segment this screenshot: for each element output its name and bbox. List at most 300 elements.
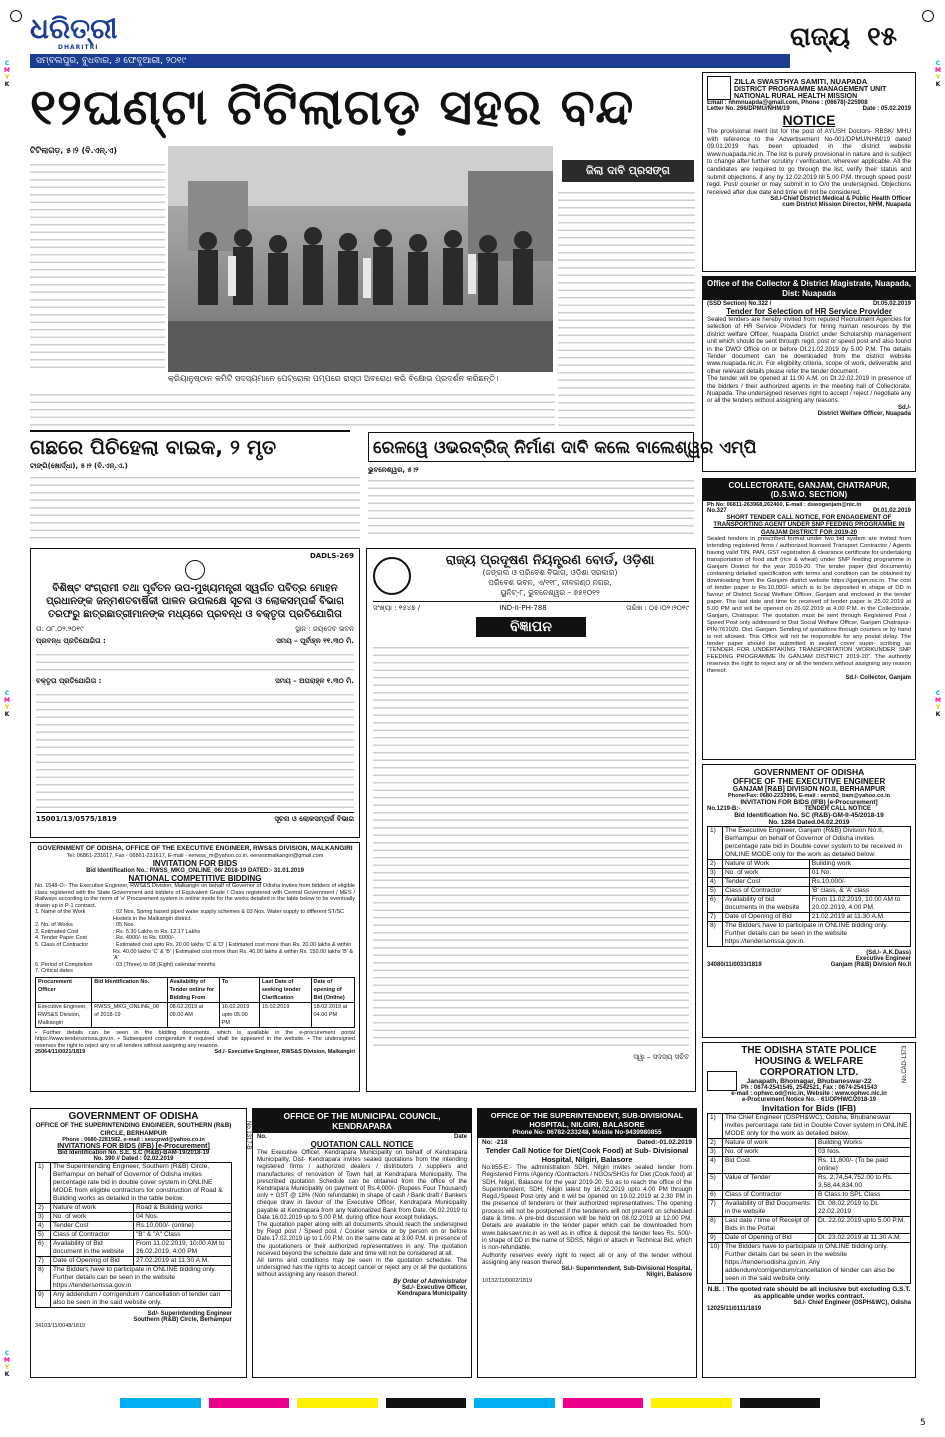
lead-photo — [168, 146, 553, 372]
ad-housing-row-label: Availability of Bid Documents in the website — [723, 1200, 816, 1217]
ad-housing-row-value: B Class to SPL Class — [816, 1191, 911, 1200]
ad-se-row — [36, 1266, 232, 1291]
ad-competition-footer-code: 15001/13/0575/1819 — [36, 815, 117, 823]
ad-housing-row-num: 6) — [708, 1191, 723, 1200]
ad-rwss-invitation: INVITATION FOR BIDS — [152, 859, 238, 868]
ad-rwss-crit-header: Procurement Officer — [36, 977, 92, 1002]
ad-se-row-num: 7) — [36, 1257, 51, 1266]
ad-housing-row-num: 1) — [708, 1114, 723, 1139]
ad-hospital-ref — [482, 1139, 692, 1146]
ad-se-sign2: Southern (R&B) Circle, Berhampur — [133, 1317, 232, 1323]
ad-nhm — [702, 72, 916, 272]
ad-se-row-value: "B" & "A" Class — [133, 1231, 231, 1240]
ad-ee-row-label: Tender Cost — [723, 878, 810, 887]
ad-rwss-crit-header: Bid Identification No. — [92, 977, 167, 1002]
story3-dateline: ଭୁବନେଶ୍ୱର, ୫।୨ — [368, 466, 419, 474]
ad-rwss-critical-table — [35, 977, 355, 1028]
ad-se-row-num: 2) — [36, 1204, 51, 1213]
ad-housing-row — [708, 1200, 911, 1217]
pcb-logo-icon — [373, 557, 411, 595]
section-label — [790, 20, 915, 54]
ad-rwss-crit-cell: RWSS_MKG_ONLINE_06 of 2018-19 — [92, 1002, 167, 1027]
ad-se-row-label: No. of work — [51, 1213, 134, 1222]
ad-se-row-num: 3) — [36, 1213, 51, 1222]
ad-hospital-sign2: Nilgiri, Balasore — [646, 1272, 692, 1279]
ad-se-row — [36, 1231, 232, 1240]
ad-pcb-header — [373, 553, 689, 598]
color-bar — [120, 1398, 820, 1408]
ad-ganjam-collector-date: Dt.01.02.2019 — [872, 508, 911, 514]
ad-ee-row-label: Date of Opening of Bid — [723, 913, 810, 922]
lead-tag-text: ଜିଲା ଦାବି ପ୍ରସଙ୍ଗ — [586, 164, 670, 177]
ad-housing-ifb: Invitation for Bids (IFB) — [762, 1103, 856, 1113]
ad-hospital-code: 10132/11/0002/1819 — [482, 1278, 533, 1285]
ad-housing-row-num: 5) — [708, 1174, 723, 1191]
ad-ee-table — [707, 826, 911, 947]
ad-nhm-body: The provisional merit list for the post of AYUSH Doctors- RBSK/ MHU with reference to the Advertisement No-001/DPMU/NHM/19 dated 09.01.2019 has been uploaded in the district website www.nuapada.nic.in. The list is purely provisional in nature and is subject to change after further scrutiny / verification, wherever applicable. All the candidates are required to go through the list, verify their status and submit objections, if any by 12.02.2019 till 5.00 P.M. through speed post/ regd. Post/ courier or may submit in to O/o the undersigned. Objections received after due date and time will not be considered. — [707, 128, 911, 196]
ad-housing — [702, 1042, 916, 1378]
ad-nhm-sign1: Sd./-Chief District Medical & Public Health Officer — [770, 196, 911, 203]
ad-rwss-row-label: 7. Critical dates — [35, 968, 73, 975]
lead-tag — [562, 160, 694, 182]
ad-rwss-crit-cell: Executive Engineer, RWS&S Division, Malkangiri — [36, 1002, 92, 1027]
ad-ee-row — [708, 827, 911, 860]
ad-se-row-num: 4) — [36, 1222, 51, 1231]
ad-housing-title2: HOUSING & WELFARE — [754, 1056, 864, 1067]
ad-se-row — [36, 1204, 232, 1213]
lead-body-col4 — [558, 186, 695, 426]
ad-municipal-body: The Executive Officer, Kendrapara Municipality on behalf of Kendrapara Municipality, Dist- Kendrapara invites sealed quotations from the intending registered firms / authorized dealers / distributors / suppliers and manufactures of renovation of Town hall at Kendrapara Municipality. The prescribed quotation Schedule can be obtained from the office of the Kendrapara Municipality on payment of Rs.4,000/- (Rupees Four Thousand) only + GST @ 18% (Non refundable) in shape of cash / Bank draft / Bankers cheque draw in favour of the Executive Officer, Kendrapara Municipality payable at Kendrapara from any Nationalized Bank from Date. 06.02.2019 to Date.16.02.2019 up to 5.00 P.M. during office hour except holidays. — [257, 1149, 467, 1221]
ophwc-logo-icon — [707, 1071, 737, 1091]
story2-body — [30, 471, 360, 539]
ad-housing-row-num: 7) — [708, 1200, 723, 1217]
ad-ee-row-num: 8) — [708, 922, 723, 947]
ad-rwss-crit-cell: 15.02.2019 — [259, 1002, 311, 1027]
ad-rwss-body: No. 1548-O:- The Executive Engineer, RWS&S Division, Malkangiri on behalf of Governor of Odisha invites from bidders of eligible class registered with the State Government and bidders of Equivalent Grade / Class registered with Central Government / MES / Railways according to the norm of 'e' Procurement system in online mode for the works detailed in the table below to be eventually drawn up in P-1 contract. — [35, 883, 355, 909]
ad-rwss-row-label: 4. Tender Paper Cost — [35, 935, 87, 942]
ad-rwss-row-label: 2. No. of Works — [35, 922, 73, 929]
cmyk-strip-left: C M Y K — [4, 60, 10, 88]
ad-pcb-sub1: (ଜଙ୍ଗଲ ଓ ପରିବେଶ ବିଭାଗ, ଓଡ଼ିଶା ସରକାର) — [482, 568, 618, 577]
ad-housing-row-label: Date of Opening of Bid — [723, 1234, 816, 1243]
ad-rwss-crit-header: To — [219, 977, 259, 1002]
ad-rwss-crit-cell: 16.02.2019 upto 05.00 PM — [219, 1002, 259, 1027]
ad-housing-row-label: Bid Cost — [723, 1157, 816, 1174]
ad-competition-footer — [36, 812, 354, 824]
cmyk-strip-left-bottom: C M Y K — [4, 1350, 10, 1378]
ad-ee-row-label: Class of Contractor — [723, 887, 810, 896]
ad-pcb — [366, 548, 696, 1092]
ad-se-row-num: 1) — [36, 1163, 51, 1204]
lead-headline: ୧୨ଘଣ୍ଟା ଟିଟିଲାଗଡ଼ ସହର ବନ୍ଦ — [30, 78, 635, 136]
ad-housing-notice: e-Procurement Notice No. - 61/OPHWC/2018-19 — [741, 1097, 877, 1103]
ad-housing-row — [708, 1157, 911, 1174]
cmyk-strip-left-mid: C M Y K — [4, 690, 10, 718]
ad-se-row-num: 6) — [36, 1240, 51, 1257]
ad-rwss-row-value: : Rs. 5.30 Lakhs to Rs. 12.17 Lakhs — [113, 928, 201, 935]
ad-ee-row — [708, 896, 911, 913]
ad-ee-sign3: Ganjam (R&B) Division No.II — [830, 962, 911, 968]
ad-rwss-row-value: : 02 Nos. Spring based piped water supply schemes & 03 Nos. Water supply to different ST/SC Hostels in the Malkangiri district. — [113, 909, 345, 922]
ad-competition-essay — [36, 637, 354, 646]
swatch-black-2 — [740, 1398, 821, 1408]
page-number: 5 — [920, 1418, 926, 1428]
ad-se-row-num: 5) — [36, 1231, 51, 1240]
ad-competition-code: DADLS-269 — [309, 552, 354, 560]
ad-competition-footer-dept: ସୂଚନା ଓ ଲୋକସମ୍ପର୍କ ବିଭାଗ — [274, 815, 354, 823]
ad-se-row — [36, 1163, 232, 1204]
ad-se-title1: GOVERNMENT OF ODISHA — [68, 1111, 199, 1122]
ad-municipal — [252, 1108, 472, 1378]
ad-pcb-body — [373, 641, 689, 1051]
ad-housing-row-num: 9) — [708, 1234, 723, 1243]
ad-se-code: 34103/11/0048/1819 — [35, 1323, 86, 1329]
ad-hospital-heading: Tender Call Notice for Diet(Cook Food) at Sub- Divisional Hospital, Nilgiri, Balasore — [485, 1146, 689, 1164]
ad-ee-row-value: From 11.02.2019, 10.00 AM to 20.02.2019, 4.00 PM. — [809, 896, 910, 913]
ad-municipal-no: No. — [257, 1134, 267, 1140]
ad-se-row — [36, 1240, 232, 1257]
ad-municipal-body2: The quotation paper along with all documents should reach the undersigned by Regd post / Speed post / Courier service or by person on or before Date.17.02.2019 up to 1.00 P.M. on the same date at 3.00 P.M. in presence of the quotationers or their authorized representatives in any. The quotation received beyond the schedule date and time will not be considered at all. — [257, 1221, 467, 1257]
ad-housing-row-value: Dt. 22.02.2019 upto 5.00 P.M. — [816, 1217, 911, 1234]
ad-ganjam-collector-subject: SHORT TENDER CALL NOTICE, FOR ENGAGEMENT OF TRANSPORTING AGENT UNDER SNP FEEDING PROGRAMME IN GANJAM DISTRICT FOR 2019-20 — [713, 514, 905, 536]
ad-rwss-ncb: NATIONAL COMPETITIVE BIDDING — [128, 874, 262, 883]
ad-rwss-row — [35, 962, 355, 969]
ad-rwss-row — [35, 909, 355, 922]
ad-ganjam-collector-no: No.327 — [707, 508, 727, 514]
ad-se-row-text: Any addendum / corrigendum / cancellation of tender can also be seen in the said website only. — [51, 1291, 232, 1308]
registration-mark-top-right — [922, 10, 934, 22]
ad-ee-bid2: No. 1284 Dated.04.02.2019 — [768, 819, 850, 826]
ad-housing-row-label: Value of Tender — [723, 1174, 816, 1191]
ad-collector-nuapada-sign1: Sd./- — [898, 404, 911, 411]
ad-ee-berhampur — [702, 764, 916, 1038]
ad-rwss — [30, 842, 360, 1092]
ad-rwss-row-value: : 05 Nos. — [113, 922, 136, 929]
ad-pcb-title: ରାଜ୍ୟ ପ୍ରଦୂଷଣ ନିୟନ୍ତ୍ରଣ ବୋର୍ଡ, ଓଡ଼ିଶା — [445, 553, 655, 568]
ad-ee-row-num: 3) — [708, 869, 723, 878]
ad-housing-row-num: 3) — [708, 1148, 723, 1157]
story3-headline: ରେଳୱେ ଓଭରବ୍ରିଜ୍ ନିର୍ମାଣ ଦାବି କଲେ ବାଲେଶ୍ୱର ଏମ୍‌ପି — [368, 432, 694, 462]
ad-rwss-crit-header: Date of opening of Bid (Online) — [311, 977, 354, 1002]
swatch-yellow — [297, 1398, 378, 1408]
ad-housing-row — [708, 1234, 911, 1243]
ad-ee-title2: OFFICE OF THE EXECUTIVE ENGINEER — [732, 777, 886, 786]
page-number-odia: ୧୫ — [867, 22, 897, 52]
ad-ee-row-text: The Bidders have to participate in ONLINE bidding only. Further details can be seen in the website https://tendersorissa.gov.in. — [723, 922, 911, 947]
ad-se-row-value: 04 Nos. — [133, 1213, 231, 1222]
ad-housing-table — [707, 1113, 911, 1284]
essay-time: ସମୟ – ପୂର୍ବାହ୍ନ ୧୧.୩୦ ମି. — [276, 637, 354, 645]
logo-odia: ଧରିତ୍ରୀ — [30, 12, 118, 45]
ad-se-row-label: Availability of Bid document in the website — [51, 1240, 134, 1257]
ad-nhm-letter-no: Letter No. 266/DPMU/NHM/19 — [707, 106, 790, 112]
ad-rwss-row-value: : Rs. 4000/- to Rs. 6000/- — [113, 935, 175, 942]
ad-nhm-header — [707, 76, 911, 100]
nhm-logo-icon — [707, 76, 731, 100]
ad-se-title2: OFFICE OF THE SUPERINTENDING ENGINEER, SOUTHERN (R&B) CIRCLE, BERHAMPUR — [35, 1122, 232, 1137]
masthead — [30, 14, 915, 66]
ad-rwss-code: 25064/11/0021/1819 — [35, 1049, 86, 1056]
swatch-cyan-2 — [474, 1398, 555, 1408]
ad-ee-row-num: 5) — [708, 887, 723, 896]
ad-hospital-body: No.855-E:- The administration SDH, Nilgiri invites sealed tender from Registered Firms /Agency /Contractors / NGOs/SHGs for Diet (Cook food) at SDH, Nilgiri, Balasore for the year 2019-20. So as to reach the office of the Superintendent, SDH, Nilgiri latest by 16.02.2019 upto 4.00 PM through Regd./Speed Post only and it will be opened on 19.02.2019 at 2.30 PM in the presence of tenderers or their authorized representatives. The opening process will not be postponed if the tenderers will not present on scheduled date & time. A pre-bid discussion will be held on 08.02.2019 at 12.00 PM. Details are available in the tender paper which can be downloaded from www.balesawr.nic.in as well as in office & deposit the tender fees Rs. 500/- in shape of DD in the name of SDSS, Nilgiri or attach in Technical Bid, which is non-refundable. — [482, 1164, 692, 1252]
ad-housing-row — [708, 1243, 911, 1284]
ad-se-row — [36, 1291, 232, 1308]
ad-se-row-value: Rs.10,000/- (online) — [133, 1222, 231, 1231]
ad-hospital-sign1: Sd./- Superintendent, Sub-Divisional Hospital, — [561, 1266, 692, 1273]
ad-housing-row — [708, 1114, 911, 1139]
ad-ee-sign1: (Sd./- A.K.Dass) — [866, 950, 911, 956]
swatch-magenta — [209, 1398, 290, 1408]
ad-ee-row-label: Nature of Work — [723, 860, 810, 869]
ad-ee-row-num: 7) — [708, 913, 723, 922]
ad-rwss-notes: • Further details can be seen in the bidding documents, which is available in the e-procurement portal https://www.tendersorissa.gov.in. • Subsequent corrigendum if required shall be appeared in the website. • The undersigned reserves the right to reject any or all tenders without assigning any reasons. — [35, 1029, 355, 1049]
ad-rwss-title: GOVERNMENT OF ODISHA, OFFICE OF THE EXECUTIVE ENGINEER, RWS&S DIVISION, MALKANGIRI — [37, 845, 353, 852]
ad-collector-nuapada-sign2: District Welfare Officer, Nuapada — [817, 410, 911, 417]
ad-pcb-sign: ସ୍ୱା – ସଦସ୍ୟ ସଚିବ — [633, 1053, 689, 1061]
swatch-yellow-2 — [651, 1398, 732, 1408]
swatch-cyan — [120, 1398, 201, 1408]
story2-dateline: ଟାଙ୍ଗି(ଖୋର୍ଦ୍ଧା), ୫।୨ (ବି.ଏନ୍.ଏ.) — [30, 462, 128, 470]
ad-housing-row — [708, 1148, 911, 1157]
ad-housing-row — [708, 1174, 911, 1191]
ad-rwss-crit-header: Availability of Tender online for Bidding From — [167, 977, 219, 1002]
ad-municipal-title: OFFICE OF THE MUNICIPAL COUNCIL, KENDRAPARA — [253, 1109, 471, 1133]
ad-se-row-text: The Superintending Engineer, Southern (R&B) Circle, Berhampur on behalf of Governor of Odisha invites percentage rate bid in double cover system in ONLINE MODE from eligible contractors for construction of Road & Building works as detailed in the table below. — [51, 1163, 232, 1204]
ad-ee-row — [708, 913, 911, 922]
ad-pcb-sub2: ପରିବେଶ ଭବନ, ଏ/୧୧୮, ନୀଳକଣ୍ଠ ନଗର, — [488, 578, 612, 587]
ad-se-title3: INVITATIONS FOR BIDS (IFB) [e-Procurement] — [57, 1143, 210, 1150]
ad-rwss-footer — [35, 1049, 355, 1055]
ad-ee-title1: GOVERNMENT OF ODISHA — [753, 767, 865, 777]
ad-hospital-body2: Authority reserves every right to reject all or any of the tender without assigning any reason thereof. — [482, 1251, 692, 1266]
ad-ee-row-label: Availability of bid documents in the website — [723, 896, 810, 913]
ad-ee-row-value: 21.02.2019 at 11.30 A.M. — [809, 913, 910, 922]
ad-ganjam-collector-header — [703, 479, 915, 501]
ad-housing-row-text: The Bidders have to participate in ONLINE bidding only. Further details can be seen in the website https://tendersodisha.gov.in. Any addendum/corrigendum/cancellation of tender can also be seen in the said website only. — [723, 1243, 911, 1284]
ad-ee-call: TENDER CALL NOTICE — [804, 806, 871, 812]
lead-body-bottom — [30, 388, 555, 426]
ad-collector-nuapada-subject: Tender for Selection of HR Service Provider — [726, 307, 892, 316]
ad-rwss-row-label: 5. Class of Contractor — [35, 941, 89, 948]
ad-collector-nuapada-title: Office of the Collector & District Magistrate, Nuapada, Dist: Nuapada — [703, 277, 915, 300]
ad-ee-title3: GANJAM [R&B] DIVISION NO.II, BERHAMPUR — [732, 786, 886, 793]
ad-housing-row-num: 10) — [708, 1243, 723, 1284]
odisha-emblem-icon — [185, 560, 205, 580]
lead-body-col1 — [30, 158, 165, 368]
ad-nhm-contact: Email : nhmnuapda@gmail.com, Phone : (06678)-225908 — [707, 100, 868, 106]
ad-ee-row — [708, 878, 911, 887]
ad-pcb-ref-date: ତାରିଖ : ୦୫।୦୨।୨୦୧୯ — [626, 604, 689, 612]
ad-se-vertical-no: No.1317-B — [245, 1121, 252, 1150]
ad-rwss-row-label: 3. Estimated Cost — [35, 928, 79, 935]
speech-lines — [36, 688, 354, 808]
ad-housing-sign: Sd./- Chief Engineer (OSPH&WC), Odisha — [793, 1300, 911, 1306]
ad-rwss-row-value: : Estimated cost upto Rs. 20.00 lakhs 'C' & 'D' | Estimated cost more than Rs. 20.00 lakhs & within Rs. 40.00 lakhs 'C' & 'B' | Estimated cost more than Rs. 40.00 lakhs & within Rs. 150.00 lakhs 'B' & 'A' — [113, 941, 354, 962]
cmyk-strip-right: C M Y K — [935, 60, 941, 88]
ad-ee-row-label: No. of work — [723, 869, 810, 878]
ad-rwss-row — [35, 929, 355, 936]
cmyk-strip-right-mid: C M Y K — [935, 690, 941, 718]
ad-rwss-sign: Sd./- Executive Engineer, RWS&S Division, Malkangiri — [214, 1049, 355, 1056]
ad-ee-row — [708, 887, 911, 896]
ad-collector-nuapada-date: Dt.05.02.2019 — [872, 301, 911, 307]
ad-ganjam-collector-contact: Ph No: 06811-263968,262460, E-mail : dswoganjam@nic.in — [707, 502, 862, 508]
speech-time: ସମୟ – ଅପରାହ୍ନ ୧.୩୦ ମି. — [275, 677, 354, 685]
ad-ee-row-num: 2) — [708, 860, 723, 869]
ad-rwss-crit-header: Last Date of seeking tender Clarification — [259, 977, 311, 1002]
ad-ee-row-value: Building work — [809, 860, 910, 869]
ad-rwss-row-label: 1. Name of the Work — [35, 909, 86, 915]
ad-pcb-sub3: ୟୁନିଟ୍-୮, ଭୁବନେଶ୍ୱର – ୭୫୧୦୧୨ — [500, 588, 600, 597]
ad-ganjam-collector-sign: Sd./- Collector, Ganjam — [845, 675, 911, 682]
logo-latin: DHARITRI — [58, 44, 99, 51]
ad-housing-code: 12025/11/0111/1819 — [707, 1306, 762, 1312]
ad-housing-row-value: Dt. 08.02.2019 to Dt. 22.02.2019 — [816, 1200, 911, 1217]
essay-lines — [36, 648, 354, 674]
ad-nhm-title2: DISTRICT PROGRAMME MANAGEMENT UNIT — [734, 85, 887, 93]
ad-rwss-row — [35, 942, 355, 962]
ad-collector-nuapada-body: Sealed tenders are hereby invited from reputed Recruitment Agencies for selection of HR Service Providers for hiring human resources by the district welfare Officer, Nuapada District under Scholarship management unit which should be sent through regd. post or speed post and also found in the DWO Office on or before Dt.21.02.2019 by 5.00 P.M. The details Tender document can be downloaded from the district website www.nuapada.nic.in. For eligibility criteria, scope of work, deliverable and other relevant details please refer the tender document. — [707, 316, 911, 375]
ad-ee-row — [708, 922, 911, 947]
ad-ganjam-collector-title2: (D.S.W.O. SECTION) — [770, 490, 848, 499]
ad-housing-addr: Janapath, Bhoinagar, Bhubaneswar-22 — [746, 1078, 872, 1085]
ad-collector-nuapada — [702, 276, 916, 472]
protest-photo — [168, 146, 553, 372]
ad-nhm-title3: NATIONAL RURAL HEALTH MISSION — [734, 92, 858, 100]
ad-se-row-value: Road & Building works — [133, 1204, 231, 1213]
ad-hospital-title: OFFICE OF THE SUPERINTENDENT, SUB-DIVISIONAL HOSPITAL, NILGIRI, BALASORE — [490, 1111, 684, 1129]
dateline: ସମ୍ବଲପୁର, ବୁଧବାର, ୬ ଫେବୃଆରୀ, ୨୦୧୯ — [36, 56, 186, 66]
ad-rwss-bid-id: Bid Identification No.: RWSS_MKG_ONLINE_06/ 2018-19 DATED:- 31.01.2019 — [86, 868, 304, 874]
ad-competition-speech — [36, 677, 354, 686]
ad-rwss-row — [35, 935, 355, 942]
dateline-bar — [30, 54, 790, 68]
ad-ee-row-num: 6) — [708, 896, 723, 913]
ad-housing-title3: CORPORATION LTD. — [759, 1067, 859, 1078]
ad-ganjam-collector-body: Sealed tenders in prescribed format under two bid system are invited from intending registered firms / authorized licensed Transport Contractor / Agents having valid TIN, PAN, GST registration & clearance certificate for undertaking transportation of food stuff (rice & wheat) under SNP feeding programme in Ganjam District for the year 2019-20. The tender paper (bid documents) containing detailed specification with terms and condition can be obtained by downloading from the Ganjam district website https://ganjam.nic.in. The cost of tender paper is Rs.10,000/- which is to be deposited in shape of DD in favour of District Social Welfare Officer, Ganjam and enclosed in the tender paper. The last date and time for received of tender paper is 25.02.2019 at 5.00 PM and will be opened on 26.02.2019 at 4.00 P.M. in the Collectorate, Ganjam, Chatrapur. The quotation must be sent through Registered Post / Speed Post only addressed to Dist Social Welfare Officer, Ganjam Chatrapur- PIN-761020. Dist. Ganjam. Sending of quotations through couriers or by hand is not allowed. This Office will not be responsible for any postal delay. The tender paper should be submitted in sealed cover super- scribing as "TENDER FOR UNDERTAKING TRANSPORTATION WORKUNDER SNP FEEDING PROGRAMME IN GANJAM DISTRICT 2019-20". The authority reserves the right to reject any or all the tenders without assigning any reason thereof. — [707, 536, 911, 675]
ad-ee-row — [708, 860, 911, 869]
ad-nhm-date: Date : 05.02.2019 — [862, 106, 911, 112]
ad-se-row — [36, 1213, 232, 1222]
ad-ee-title4: INVITATION FOR BIDS (IFB) [e-Procurement] — [740, 799, 878, 806]
ad-competition-venue: ସ୍ଥାନ : ଜୟଦେବ ଭବନ — [295, 625, 354, 633]
ad-housing-row-value: Building Works — [816, 1139, 911, 1148]
speech-label: ବକ୍ତୃତା ପ୍ରତିଯୋଗିତା : — [36, 677, 102, 685]
story3-body — [368, 474, 694, 539]
ad-se-row-value: 27.02.2019 at 11.30 A.M. — [133, 1257, 231, 1266]
ad-competition-date: ତା: ୦୮.୦୨.୨୦୧୯ — [36, 625, 84, 633]
ad-nhm-notice: NOTICE — [782, 112, 836, 128]
ad-housing-phone: Ph : 0674-2541545, 2542521, Fax : 0674-2541543 — [740, 1085, 878, 1091]
ad-municipal-heading: QUOTATION CALL NOTICE — [310, 1140, 414, 1149]
ad-rwss-rows — [35, 909, 355, 975]
ad-ee-code: 34080/11/0033/1819 — [707, 962, 762, 968]
ad-ee-row-num: 4) — [708, 878, 723, 887]
ad-housing-nb: N.B. : The quoted rate should be all inclusive but excluding G.S.T. as applicable under works contract. — [707, 1286, 911, 1300]
ad-hospital-no: No: -218 — [482, 1139, 508, 1146]
ad-rwss-row-value: : 03 (Three) to 08 (Eight) calendar months — [113, 961, 216, 968]
section-name: ରାଜ୍ୟ — [790, 22, 851, 52]
ad-ee-row-num: 1) — [708, 827, 723, 860]
ad-ee-row-value: Rs.10,000/- — [809, 878, 910, 887]
ad-ee-no: No.1219-B:- — [707, 806, 741, 812]
ad-se-row-label: Date of Opening of Bid — [51, 1257, 134, 1266]
lead-dateline: ଟିଟିଲାଗଡ଼, ୫।୨ (ବି.ଏନ୍.ଏ) — [30, 146, 118, 155]
ad-rwss-row — [35, 922, 355, 929]
ad-rwss-crit-cell: 08.02.2019 at 09.00 AM — [167, 1002, 219, 1027]
ad-competition — [30, 548, 360, 838]
ad-competition-title: ବିଶିଷ୍ଟ ସଂଗ୍ରାମୀ ତଥା ପୂର୍ବତନ ଉପ-ମୁଖ୍ୟମନ୍ତ୍ରୀ ସ୍ୱର୍ଗତ ପବିତ୍ର ମୋହନ ପ୍ରଧାନଙ୍କ ଜନ୍ମଶତବାର୍ଷିକୀ ପାଳନ ଉପଲକ୍ଷେ ସୂଚନା ଓ ଲୋକସମ୍ପର୍କ ବିଭାଗ ତରଫରୁ ଛାତ୍ରଛାତ୍ରୀମାନଙ୍କ ମଧ୍ୟରେ ପ୍ରବନ୍ଧ ଓ ବକ୍ତୃତା ପ୍ରତିଯୋଗିତା — [46, 583, 344, 620]
ad-housing-row-value: Dt. 23.02.2019 at 11.30 A.M. — [816, 1234, 911, 1243]
ad-se-row-label: Tender Cost — [51, 1222, 134, 1231]
ad-ee-row — [708, 869, 911, 878]
ad-housing-title1: THE ODISHA STATE POLICE — [741, 1045, 877, 1056]
ad-se-bid2: No. 390 // Dated : 02.02.2019 — [93, 1156, 174, 1162]
ad-ee-footer — [707, 962, 911, 968]
ad-rwss-contact: Tel: 06861-231617, Fax - 06861-231617, E-mail - eerwss_m@yahoo.co.in, eerwssmalkangiri@gmail.com — [66, 853, 324, 859]
ad-nhm-title1: ZILLA SWASTHYA SAMITI, NUAPADA — [734, 76, 868, 86]
ad-housing-row-num: 4) — [708, 1157, 723, 1174]
ad-se-row-label: Class of Contractor — [51, 1231, 134, 1240]
ad-rwss-row — [35, 968, 355, 975]
ad-housing-row — [708, 1139, 911, 1148]
ad-ee-row-text: The Executive Engineer, Ganjam (R&B) Division No.II, Berhampur on behalf of Governor of Odisha invites percentage rate bid in Double cover system to be received in ONLINE MODE only for the work as detailed below: — [723, 827, 911, 860]
ad-competition-datebar — [36, 625, 354, 634]
ad-housing-row-value: Rs. 11,800/- (To be paid online) — [816, 1157, 911, 1174]
ad-housing-row-value: Rs. 2,74,54,752.00 to Rs. 3,58,44,834.00 — [816, 1174, 911, 1191]
ad-hospital — [477, 1108, 697, 1378]
ad-ee-bid: Bid Identification No. SC (R&B)-GM-II-45/2018-19 — [734, 812, 884, 819]
story2-rule — [30, 430, 350, 432]
ad-se — [30, 1108, 252, 1378]
ad-se-row-num: 9) — [36, 1291, 51, 1308]
ad-se-sign1: Sd/- Superintending Engineer — [147, 1311, 232, 1317]
ad-housing-vertical-code: No.CAD-1373 — [901, 1045, 908, 1083]
ad-hospital-header — [478, 1109, 696, 1138]
lead-photo-caption: କ୍ରିୟାନୁଷ୍ଠାନ କମିଟି ସଦସ୍ୟମାନେ ପେଟ୍ରୋଲ ପମ୍ପରେ ରାସ୍ତା ଅବରୋଧ କରି ବିକ୍ଷୋଭ ପ୍ରଦର୍ଶନ କରିଛନ୍ତି। — [168, 374, 499, 383]
ad-pcb-ref — [373, 601, 689, 613]
ad-municipal-sign2: Kendrapara Municipality — [397, 1290, 467, 1297]
ad-ganjam-collector-title1: COLLECTORATE, GANJAM, CHATRAPUR, — [728, 481, 890, 490]
ad-pcb-ref-no: ସଂଖ୍ୟା : ୧୫୪୭ / — [373, 604, 421, 612]
story2-headline: ଗଛରେ ପିଚିହେଲା ବାଇକ, ୨ ମୃତ — [30, 435, 277, 459]
ad-se-table — [35, 1162, 232, 1308]
ad-municipal-date: Date — [453, 1134, 467, 1140]
ad-municipal-body3: All terms and conditions may be seen in the quotation schedule. The undersigned has the rights to accept cancel or reject any or all the quotations without assigning any reason thereof. — [257, 1257, 467, 1279]
ad-collector-nuapada-body2: The tender will be opened at 11.00 A.M. on Dt.22.02.2019 in presence of the bidders / their authorized agents in the meeting hall of Collectorate, Nuapada. The undersigned reserves right to accept / reject / negotiate any or all the tenders without assigning any reasons. — [707, 375, 911, 405]
ad-se-row-num: 8) — [36, 1266, 51, 1291]
ad-municipal-by: By Order of Administrator — [393, 1278, 467, 1285]
swatch-magenta-2 — [563, 1398, 644, 1408]
ad-rwss-row-label: 6. Period of Completion — [35, 961, 93, 968]
ad-housing-email: e-mail : ophwc.od@nic.in, Website : www.ophwc.nic.in — [731, 1091, 887, 1097]
ad-se-contact: Phone : 0680-2281582, e-mail : sescpwd@yahoo.co.in — [62, 1137, 205, 1143]
ad-hospital-contact: Phone No- 06782-233248, Mobile No-9439980855 — [512, 1129, 662, 1136]
ad-housing-row-label: Nature of work — [723, 1139, 816, 1148]
ad-housing-row-text: The Chief Engineer (OSPH&WC), Odisha, Bhubaneswar invites percentage rate bid in Double Cover system in ONLINE MODE only for the work as detailed below. — [723, 1114, 911, 1139]
ad-ee-row-value: 'B' class, & 'A' class — [809, 887, 910, 896]
ad-housing-row-label: Class of Contractor — [723, 1191, 816, 1200]
ad-collector-nuapada-ref-no: (SSD Section) No.322 / — [707, 301, 772, 307]
ad-housing-row-num: 2) — [708, 1139, 723, 1148]
swatch-black — [386, 1398, 467, 1408]
ad-ee-contact: Phone/Fax: 0680-2233996, E-mail : eernb2_bam@yahoo.co.in — [727, 793, 891, 799]
ad-se-row-text: The Bidders have to participate in ONLINE bidding only. Further details can be seen in the website https://tendersorissa.gov.in — [51, 1266, 232, 1291]
ad-ganjam-collector — [702, 478, 916, 760]
ad-pcb-heading-box — [476, 617, 586, 637]
ad-rwss-crit-cell: 18.02.2019 at 04.00 PM — [311, 1002, 354, 1027]
